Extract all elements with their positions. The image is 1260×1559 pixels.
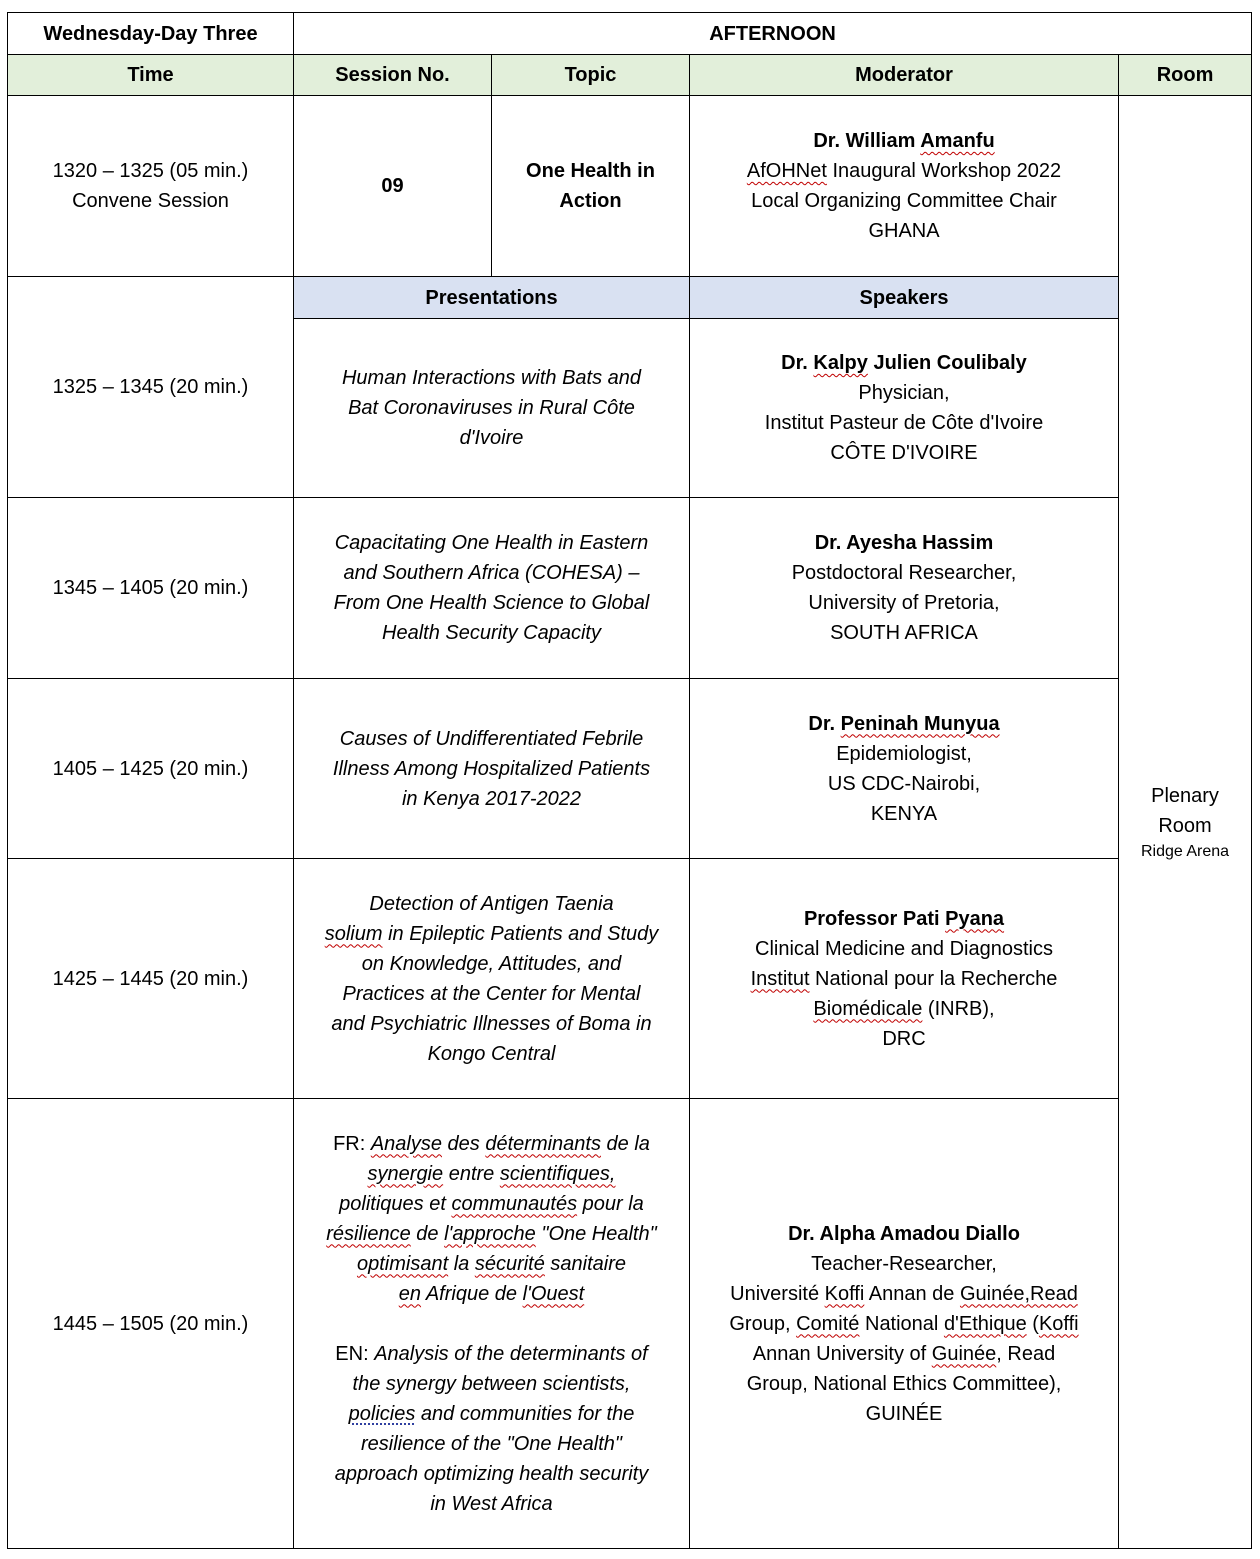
- moderator-name: [702, 126, 1106, 156]
- title-line: d'Ivoire: [459, 427, 524, 449]
- talk-speaker: [690, 1099, 1119, 1549]
- talk-title: [294, 679, 690, 859]
- day-header: Wednesday-Day Three: [8, 13, 294, 55]
- title-line: in West Africa: [430, 1492, 553, 1515]
- speaker-name-part: Dr.: [781, 352, 814, 374]
- talk-title: [294, 498, 690, 679]
- speaker-name-part: Peninah Munyua: [840, 712, 1000, 735]
- talk-time: 1405 – 1425 (20 min.): [8, 679, 294, 859]
- talk-row: [8, 859, 1252, 1099]
- session-time: [8, 96, 294, 277]
- moderator-country: GHANA: [868, 220, 940, 242]
- talk-time: 1325 – 1345 (20 min.): [8, 277, 294, 498]
- title-line: Human Interactions with Bats and: [341, 367, 642, 389]
- title-part: résilience: [326, 1222, 411, 1245]
- talk-speaker: [690, 679, 1119, 859]
- title-line: Practices at the Center for Mental: [342, 982, 641, 1005]
- speaker-line-part: Université: [730, 1282, 825, 1305]
- title-line: in Kenya 2017-2022: [401, 787, 582, 810]
- moderator-name-part: Dr. William: [813, 130, 921, 152]
- title-part: l'approche: [444, 1222, 536, 1245]
- title-part: policies: [348, 1402, 416, 1425]
- lang-prefix: FR:: [333, 1132, 371, 1155]
- col-moderator-header: Moderator: [690, 55, 1119, 96]
- speaker-line-part: Comité: [796, 1312, 860, 1335]
- speaker-country: SOUTH AFRICA: [830, 622, 978, 644]
- title-part: Analysis of the determinants of: [374, 1342, 648, 1365]
- lang-prefix: EN:: [335, 1342, 375, 1365]
- room-cell: [1119, 96, 1252, 1549]
- period-header: AFTERNOON: [294, 13, 1252, 55]
- speaker-line: [702, 994, 1106, 1024]
- speaker-name: [702, 709, 1106, 739]
- speakers-header: Speakers: [690, 277, 1119, 319]
- title-part: sécurité: [474, 1252, 545, 1275]
- talk-speaker: [690, 319, 1119, 498]
- title-line: Capacitating One Health in Eastern: [334, 532, 649, 554]
- col-time-header: Time: [8, 55, 294, 96]
- title-line: [306, 919, 677, 949]
- spacer: [306, 1309, 677, 1339]
- speaker-line-part: Institut: [750, 967, 810, 990]
- speaker-name-part: Julien Coulibaly: [867, 352, 1027, 374]
- col-topic-header: Topic: [492, 55, 690, 96]
- talk-row: [8, 1099, 1252, 1549]
- title-part: "One Health": [535, 1222, 657, 1245]
- speaker-line-part: Biomédicale: [813, 997, 923, 1020]
- session-number: 09: [294, 96, 492, 277]
- topic-line: One Health in: [526, 160, 655, 182]
- title-part: in Epileptic Patients and Study: [382, 922, 659, 945]
- schedule-table: [7, 12, 1252, 1549]
- title-line: the synergy between scientists,: [352, 1372, 631, 1395]
- title-part: optimisant: [356, 1252, 449, 1275]
- speaker-line: [702, 1309, 1106, 1339]
- speaker-line: University of Pretoria,: [808, 592, 1000, 614]
- speaker-line: Clinical Medicine and Diagnostics: [755, 937, 1053, 960]
- talk-title: [294, 859, 690, 1099]
- title-part: pour la: [577, 1192, 644, 1215]
- talk-speaker: [690, 859, 1119, 1099]
- speaker-name-part: Professor Pati: [803, 907, 946, 930]
- speaker-line: Teacher-Researcher,: [811, 1252, 997, 1275]
- title-line: [306, 1159, 677, 1189]
- topic-line: Action: [559, 190, 622, 212]
- title-part: Analyse: [370, 1132, 442, 1155]
- session-type: Convene Session: [72, 190, 229, 212]
- talk-time: 1425 – 1445 (20 min.): [8, 859, 294, 1099]
- title-part: communautés: [451, 1192, 578, 1215]
- title-part: sanitaire: [544, 1252, 627, 1275]
- title-part: en: [398, 1282, 422, 1305]
- schedule-table-wrapper: [7, 12, 1251, 1549]
- moderator-name-part: Amanfu: [920, 130, 995, 152]
- talk-row: [8, 679, 1252, 859]
- title-part: l'Ouest: [522, 1282, 585, 1305]
- col-room-header: Room: [1119, 55, 1252, 96]
- title-part: Afrique de: [421, 1282, 523, 1305]
- title-line: Causes of Undifferentiated Febrile: [339, 727, 644, 750]
- room-line: Room: [1158, 815, 1212, 837]
- speaker-line-part: Annan University of: [752, 1342, 932, 1365]
- title-line: [306, 1249, 677, 1279]
- title-line: [306, 1189, 677, 1219]
- room-line: Plenary: [1151, 785, 1219, 807]
- title-part: solium: [324, 922, 383, 945]
- title-line: From One Health Science to Global: [333, 592, 650, 614]
- title-part: de la: [600, 1132, 650, 1155]
- title-part: scientifiques,: [499, 1162, 616, 1185]
- moderator-org-part: AfOHNet: [746, 160, 827, 182]
- speaker-line-part: Group,: [729, 1312, 797, 1335]
- title-part: politiques et: [339, 1192, 452, 1215]
- title-line: resilience of the "One Health": [360, 1432, 622, 1455]
- talk-title: [294, 319, 690, 498]
- title-part: la: [448, 1252, 475, 1275]
- speaker-line-part: (: [1026, 1312, 1039, 1335]
- speaker-line: [702, 1279, 1106, 1309]
- speaker-name: Dr. Alpha Amadou Diallo: [788, 1222, 1020, 1245]
- moderator-line: [702, 156, 1106, 186]
- speaker-name-part: Dr.: [808, 712, 841, 735]
- title-line: Kongo Central: [427, 1042, 556, 1065]
- talk-time: 1445 – 1505 (20 min.): [8, 1099, 294, 1549]
- speaker-line-part: National pour la Recherche: [809, 967, 1058, 990]
- speaker-line-part: National: [859, 1312, 944, 1335]
- talk-row: [8, 498, 1252, 679]
- speaker-line-part: Annan de: [864, 1282, 960, 1305]
- title-part: des: [442, 1132, 486, 1155]
- title-part: déterminants: [485, 1132, 601, 1155]
- title-part: synergie: [367, 1162, 444, 1185]
- speaker-name-part: Pyana: [945, 907, 1005, 930]
- title-line: Illness Among Hospitalized Patients: [332, 757, 651, 780]
- speaker-line-part: d'Ethique: [943, 1312, 1027, 1335]
- speaker-line: Institut Pasteur de Côte d'Ivoire: [764, 412, 1044, 434]
- speaker-line-part: Guinée: [931, 1342, 997, 1365]
- talk-title: [294, 1099, 690, 1549]
- session-topic: [492, 96, 690, 277]
- speaker-line-part: Koffi: [1038, 1312, 1079, 1335]
- title-line: [306, 1219, 677, 1249]
- session-time-line: 1320 – 1325 (05 min.): [52, 160, 249, 182]
- title-line: on Knowledge, Attitudes, and: [361, 952, 622, 975]
- presentations-header: Presentations: [294, 277, 690, 319]
- title-part: de: [410, 1222, 445, 1245]
- title-line: [306, 1279, 677, 1309]
- speaker-line: Epidemiologist,: [836, 742, 972, 765]
- speaker-line: Group, National Ethics Committee),: [746, 1372, 1062, 1395]
- speaker-line-part: (INRB),: [922, 997, 995, 1020]
- talk-time: 1345 – 1405 (20 min.): [8, 498, 294, 679]
- title-part: entre: [443, 1162, 500, 1185]
- speaker-line: [702, 964, 1106, 994]
- speaker-line: Postdoctoral Researcher,: [791, 562, 1017, 584]
- speaker-country: KENYA: [870, 802, 938, 825]
- session-moderator: [690, 96, 1119, 277]
- title-line: and Psychiatric Illnesses of Boma in: [331, 1012, 652, 1035]
- title-line: and Southern Africa (COHESA) –: [343, 562, 640, 584]
- speaker-line-part: , Read: [996, 1342, 1056, 1365]
- speaker-name: Dr. Ayesha Hassim: [814, 532, 994, 554]
- speaker-line: Physician,: [858, 382, 950, 404]
- title-line: Health Security Capacity: [382, 622, 601, 644]
- speaker-name-part: Kalpy: [813, 352, 868, 374]
- speaker-line-part: Koffi: [824, 1282, 865, 1305]
- speaker-line: [702, 1339, 1106, 1369]
- title-line: [306, 1129, 677, 1159]
- title-line: [306, 1339, 677, 1369]
- speaker-line-part: Guinée,Read: [959, 1282, 1078, 1305]
- speaker-country: GUINÉE: [865, 1402, 943, 1425]
- moderator-line: Local Organizing Committee Chair: [751, 190, 1057, 212]
- col-session-header: Session No.: [294, 55, 492, 96]
- room-venue: Ridge Arena: [1140, 843, 1230, 860]
- title-line: approach optimizing health security: [334, 1462, 649, 1485]
- speaker-country: DRC: [882, 1027, 926, 1050]
- talk-speaker: [690, 498, 1119, 679]
- speaker-name: [702, 904, 1106, 934]
- speaker-name: [702, 348, 1106, 378]
- speaker-line: US CDC-Nairobi,: [827, 772, 981, 795]
- title-line: [306, 1399, 677, 1429]
- title-line: Bat Coronaviruses in Rural Côte: [348, 397, 635, 419]
- title-line: Detection of Antigen Taenia: [369, 892, 614, 915]
- title-part: and communities for the: [415, 1402, 635, 1425]
- session-row: [8, 96, 1252, 277]
- moderator-org-part: Inaugural Workshop 2022: [826, 160, 1062, 182]
- speaker-country: CÔTE D'IVOIRE: [830, 442, 978, 464]
